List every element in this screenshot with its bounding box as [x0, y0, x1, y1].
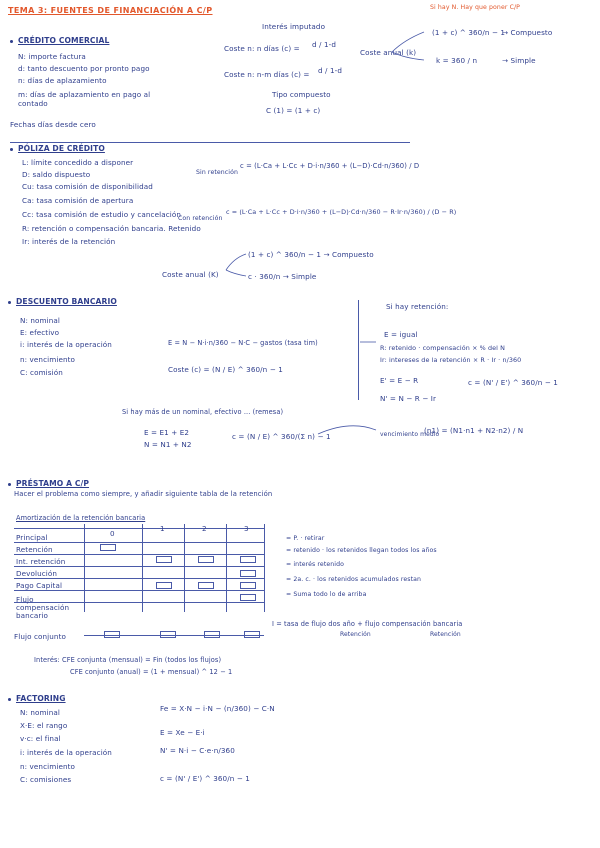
column-header: 2 — [202, 524, 207, 533]
formula-label: Coste anual (k) — [360, 48, 417, 57]
table-note: = retenido · los retenidos llegan todos los años — [286, 547, 437, 554]
list-item: C: comisiones — [20, 775, 72, 784]
section-heading-credito-comercial: CRÉDITO COMERCIAL — [18, 36, 110, 45]
list-item: C: comisión — [20, 368, 63, 377]
list-item: Ca: tasa comisión de apertura — [22, 196, 134, 205]
list-item: N: importe factura — [18, 52, 86, 61]
table-title: Amortización de la retención bancaria — [16, 514, 146, 522]
bracket-arrow — [392, 52, 424, 60]
intro-text: Hacer el problema como siempre, y añadir siguiente tabla de la retención — [14, 490, 273, 498]
formula: Fe = X·N − i·N − (n/360) − C·N — [160, 704, 275, 713]
formula: (1 + c) ^ 360/n − 1 → Compuesto — [248, 250, 374, 259]
row-label: Retención — [16, 545, 53, 554]
formula: CFE conjunto (anual) = (1 + mensual) ^ 12 − 1 — [70, 668, 233, 676]
formula: E = Xe − E·i — [160, 728, 205, 737]
row-label: Principal — [16, 533, 48, 542]
formula: E = E1 + E2 — [144, 428, 190, 437]
list-item: N' = N − R − Ir — [380, 394, 437, 403]
list-item: d: tanto descuento por pronto pago — [18, 64, 150, 73]
formula: c = (N' / E') ^ 360/n − 1 — [160, 774, 250, 783]
list-item: m: días de aplazamiento en pago al contado — [18, 90, 151, 108]
list-item: E = igual — [384, 330, 418, 339]
section-heading-factoring: FACTORING — [16, 694, 66, 703]
formula: E = N − N·i·n/360 − N·C − gastos (tasa tim) — [168, 339, 318, 347]
list-item: N: nominal — [20, 708, 60, 717]
formula: c = (L·Ca + L·Cc + D·i·n/360 + (L−D)·Cd·n/360) / D — [240, 162, 420, 170]
formula: Coste n: n días (c) = — [224, 44, 300, 53]
formula-label: Si hay más de un nominal, efectivo ... (remesa) — [122, 408, 284, 416]
row-label: Int. retención — [16, 557, 66, 566]
formula-fraction: d / 1-d — [312, 40, 336, 49]
formula: c = (N / E) ^ 360/(Σ n) − 1 — [232, 432, 331, 441]
list-item: Cu: tasa comisión de disponibilidad — [22, 182, 153, 191]
list-item: X·E: el rango — [20, 721, 68, 730]
section-heading-descuento: DESCUENTO BANCARIO — [16, 297, 117, 306]
section-heading-poliza: PÓLIZA DE CRÉDITO — [18, 144, 105, 153]
list-item: N: nominal — [20, 316, 60, 325]
row-label: Pago Capital — [16, 581, 63, 590]
list-item: Ir: intereses de la retención × R · Ir · n/360 — [380, 356, 522, 364]
column-header: 1 — [160, 524, 165, 533]
formula: Coste n: n-m días (c) = — [224, 70, 310, 79]
column-header: 3 — [244, 524, 249, 533]
table-note: = Suma todo lo de arriba — [286, 591, 367, 598]
formula: c = (L·Ca + L·Cc + D·i·n/360 + (L−D)·Cd·n/360 − R·Ir·n/360) / (D − R) — [226, 208, 457, 216]
formula: Coste (c) = (N / E) ^ 360/n − 1 — [168, 365, 283, 374]
formula-label: Sin retención — [196, 169, 239, 176]
list-item: v·c: el final — [20, 734, 61, 743]
formula-label: → Compuesto — [502, 28, 553, 37]
page-title: TEMA 3: FUENTES DE FINANCIACIÓN A C/P — [8, 6, 213, 15]
formula-label: Coste anual (K) — [162, 270, 219, 279]
formula: Retención — [430, 631, 461, 638]
formula-label: vencimiento medio — [380, 431, 440, 438]
section-heading-prestamo: PRÉSTAMO A C/P — [16, 479, 90, 488]
formula: k = 360 / n — [436, 56, 478, 65]
formula: (n1) = (N1·n1 + N2·n2) / N — [424, 426, 524, 435]
formula: (1 + c) ^ 360/n − 1 — [432, 28, 506, 37]
column-header: 0 — [110, 529, 115, 538]
list-item: R: retención o compensación bancaria. Retenido — [22, 224, 201, 233]
formula: C (1) = (1 + c) — [266, 106, 321, 115]
bracket-arrow — [226, 270, 246, 276]
formula: N = N1 + N2 — [144, 440, 192, 449]
list-item: i: interés de la operación — [20, 748, 112, 757]
connector-arrow — [318, 426, 376, 434]
list-item: L: límite concedido a disponer — [22, 158, 134, 167]
list-item: Cc: tasa comisión de estudio y cancelación — [22, 210, 182, 219]
list-item: i: interés de la operación — [20, 340, 112, 349]
footnote: Fechas días desde cero — [10, 120, 96, 129]
list-item: E: efectivo — [20, 328, 60, 337]
list-item: n: días de aplazamiento — [18, 76, 107, 85]
formula-label: → Simple — [502, 56, 536, 65]
formula-label: Tipo compuesto — [272, 90, 331, 99]
list-item: Ir: interés de la retención — [22, 237, 116, 246]
list-item: n: vencimiento — [20, 355, 76, 364]
list-item: D: saldo dispuesto — [22, 170, 91, 179]
formula-label: Interés imputado — [262, 22, 326, 31]
table-note: = P. · retirar — [286, 535, 325, 542]
bracket-arrow — [226, 254, 246, 270]
flujo-label: Flujo conjunto — [14, 632, 66, 641]
formula: N' = N·i − C·e·n/360 — [160, 746, 235, 755]
right-title: Si hay retención: — [386, 302, 449, 311]
row-label: Devolución — [16, 569, 58, 578]
formula-fraction: d / 1-d — [318, 66, 342, 75]
formula: I = tasa de flujo dos año + flujo compensación bancaria — [272, 620, 463, 628]
list-item: E' = E − R — [380, 376, 419, 385]
formula: Interés: CFE conjunta (mensual) = Fin (todos los flujos) — [34, 656, 222, 664]
formula: c · 360/n → Simple — [248, 272, 317, 281]
row-label: Flujo compensación bancario — [16, 595, 70, 620]
list-item: R: retenido · compensación × % del N — [380, 344, 506, 352]
bracket-arrow — [392, 32, 424, 52]
formula: Retención — [340, 631, 371, 638]
list-item: n: vencimiento — [20, 762, 76, 771]
table-note: = 2a. c. · los retenidos acumulados restan — [286, 576, 422, 583]
top-note: Si hay N. Hay que poner C/P — [430, 4, 521, 11]
table-note: = interés retenido — [286, 561, 345, 568]
formula-label: Con retención — [178, 215, 223, 222]
formula: c = (N' / E') ^ 360/n − 1 — [468, 378, 558, 387]
